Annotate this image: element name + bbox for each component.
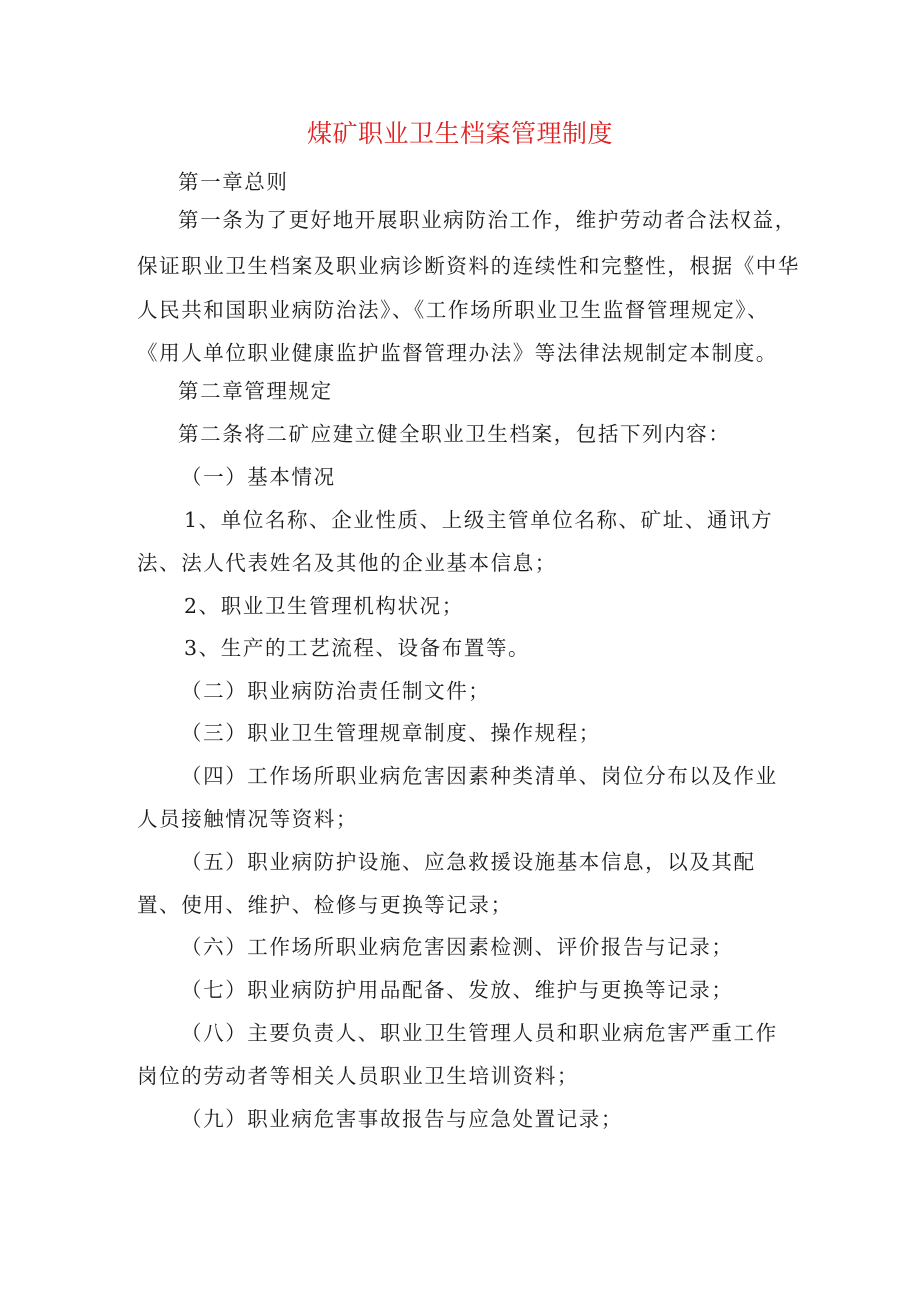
list-item: （一）基本情况 [181, 465, 336, 489]
list-item: （八）主要负责人、职业卫生管理人员和职业病危害严重工作 [181, 1021, 778, 1045]
paragraph-line: 第二条将二矿应建立健全职业卫生档案，包括下列内容： [178, 422, 731, 446]
paragraph-line: 第一条为了更好地开展职业病防治工作，维护劳动者合法权益， [178, 208, 797, 232]
list-item: 法、法人代表姓名及其他的企业基本信息； [137, 551, 557, 575]
list-item: （九）职业病危害事故报告与应急处置记录； [181, 1107, 623, 1131]
paragraph-line: 《用人单位职业健康监护监督管理办法》等法律法规制定本制度。 [137, 341, 778, 365]
chapter-heading: 第二章管理规定 [178, 379, 333, 403]
chapter-heading: 第一章总则 [178, 170, 289, 194]
list-item: （七）职业病防护用品配备、发放、维护与更换等记录； [181, 978, 734, 1002]
list-item: （六）工作场所职业病危害因素检测、评价报告与记录； [181, 935, 734, 959]
list-item: 3、生产的工艺流程、设备布置等。 [184, 636, 531, 660]
list-item: 置、使用、维护、检修与更换等记录； [137, 893, 513, 917]
list-item: 人员接触情况等资料； [137, 807, 358, 831]
list-item: （二）职业病防治责任制文件； [181, 679, 491, 703]
list-item: （三）职业卫生管理规章制度、操作规程； [181, 721, 601, 745]
list-item: 1、单位名称、企业性质、上级主管单位名称、矿址、通讯方 [184, 508, 774, 532]
paragraph-line: 人民共和国职业病防治法》、《工作场所职业卫生监督管理规定》、 [137, 298, 770, 322]
list-item: 2、职业卫生管理机构状况； [184, 594, 464, 618]
paragraph-line: 保证职业卫生档案及职业病诊断资料的连续性和完整性，根据《中华 [137, 254, 800, 278]
document-title: 煤矿职业卫生档案管理制度 [306, 119, 613, 148]
list-item: （五）职业病防护设施、应急救援设施基本信息，以及其配 [181, 850, 756, 874]
list-item: （四）工作场所职业病危害因素种类清单、岗位分布以及作业 [181, 764, 778, 788]
list-item: 岗位的劳动者等相关人员职业卫生培训资料； [137, 1064, 579, 1088]
